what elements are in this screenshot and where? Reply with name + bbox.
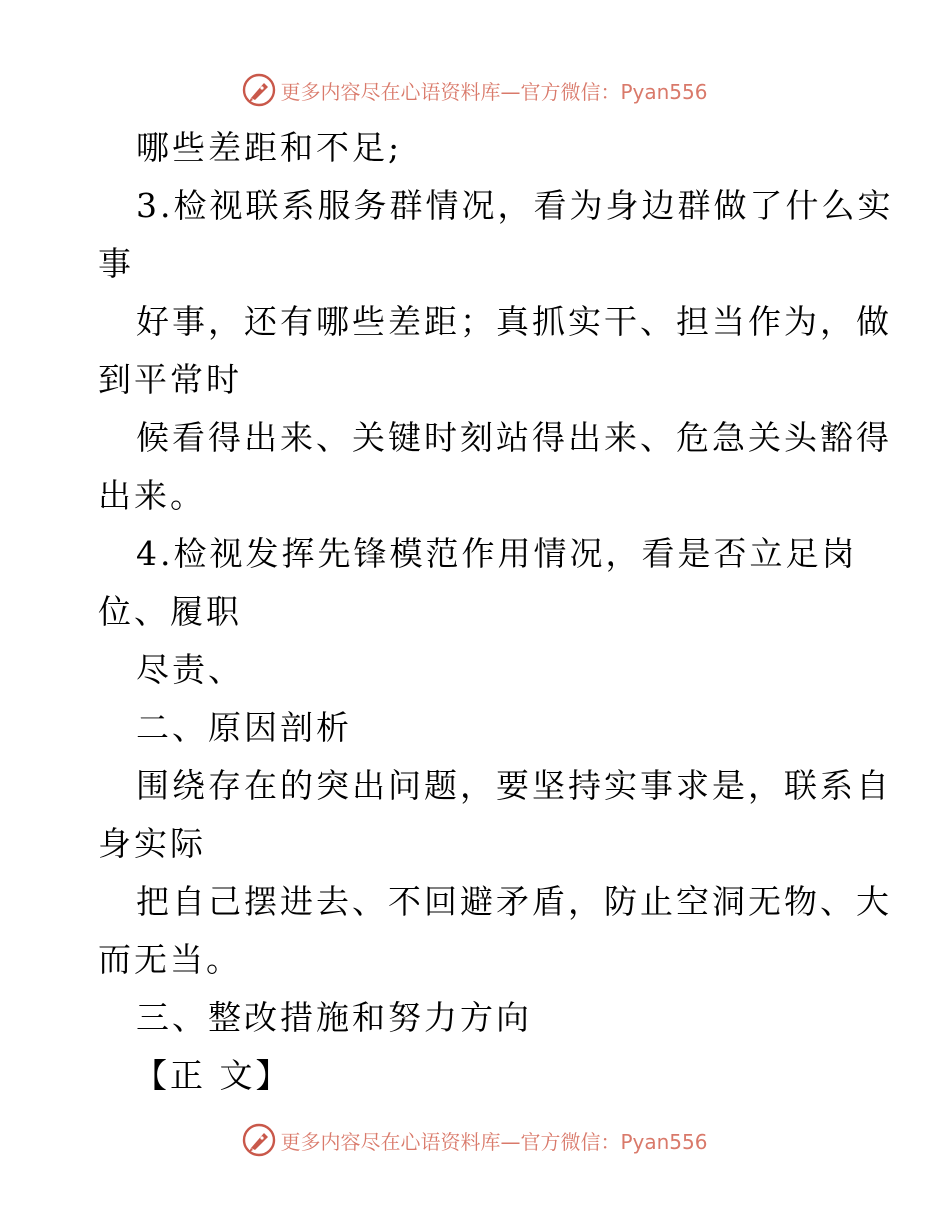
text-line: 4.检视发挥先锋模范作用情况，看是否立足岗	[136, 534, 858, 573]
text-line: 3.检视联系服务群情况，看为身边群做了什么实	[136, 186, 894, 225]
text-line: 事	[98, 244, 134, 283]
text-line: 而无当。	[98, 940, 242, 979]
text-line: 身实际	[98, 824, 206, 863]
text-line: 出来。	[98, 476, 206, 515]
section-heading: 二、原因剖析	[136, 708, 352, 747]
text-line: 候看得出来、关键时刻站得出来、危急关头豁得	[136, 418, 892, 457]
header-banner-text: 更多内容尽在心语资料库—官方微信：Pyan556	[280, 79, 708, 104]
pen-nib-logo-icon	[242, 1123, 276, 1157]
text-line: 围绕存在的突出问题，要坚持实事求是，联系自	[136, 766, 892, 805]
section-heading: 三、整改措施和努力方向	[136, 998, 532, 1037]
text-line: 位、履职	[98, 592, 242, 631]
text-line: 到平常时	[98, 360, 242, 399]
text-line: 好事，还有哪些差距；真抓实干、担当作为，做	[136, 302, 892, 341]
footer-banner	[0, 1120, 950, 1160]
header-banner	[0, 70, 950, 110]
text-line: 把自己摆进去、不回避矛盾，防止空洞无物、大	[136, 882, 892, 921]
body-label: 【正 文】	[134, 1056, 292, 1095]
footer-banner-text: 更多内容尽在心语资料库—官方微信：Pyan556	[280, 1129, 708, 1154]
text-line: 尽责、	[136, 650, 244, 689]
text-line: 哪些差距和不足;	[136, 128, 403, 167]
pen-nib-logo-icon	[242, 73, 276, 107]
